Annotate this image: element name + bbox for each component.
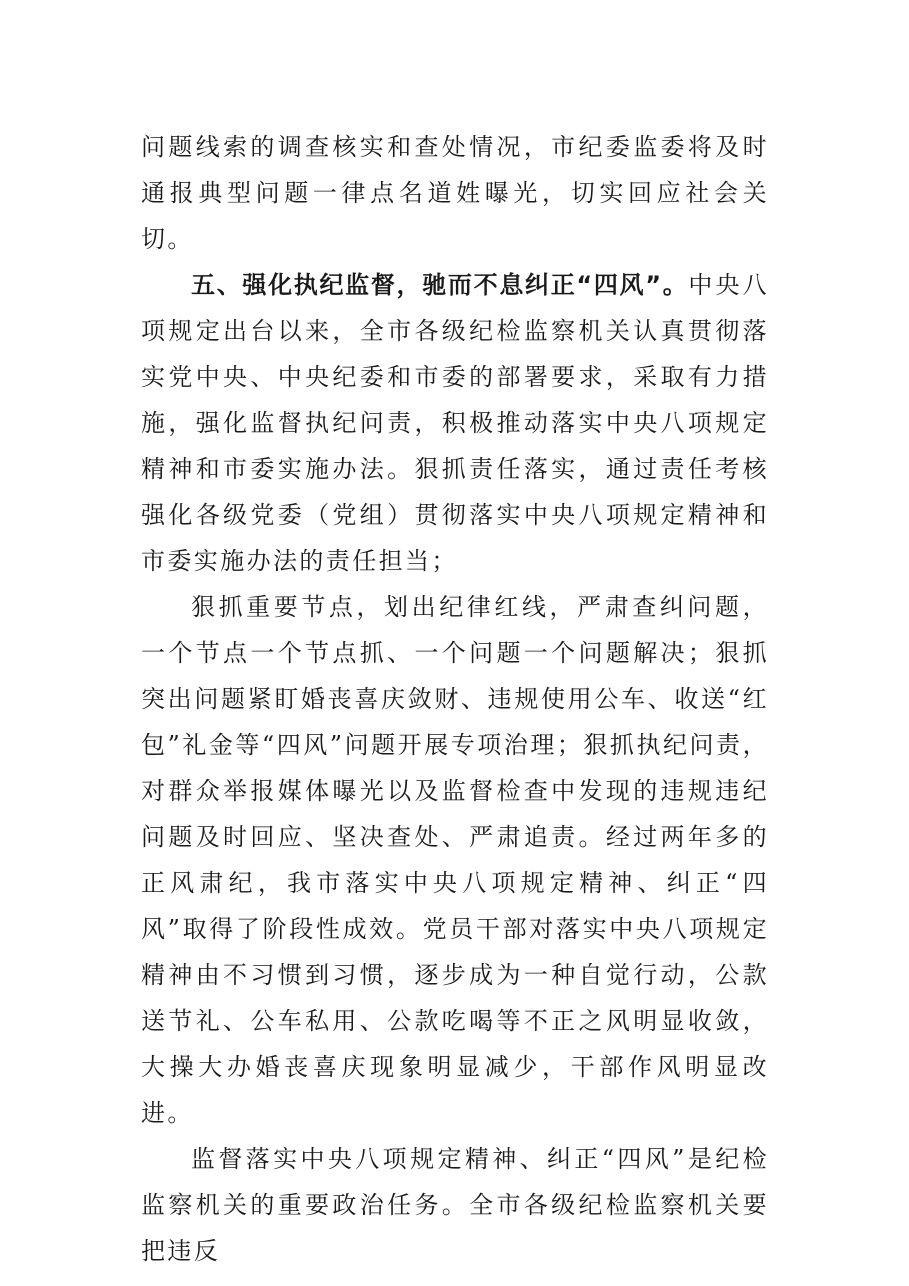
paragraph-2: [141, 262, 769, 584]
paragraph-text: 问题线索的调查核实和查处情况，市纪委监委将及时通报典型问题一律点名道姓曝光，切实回应社会关切。: [141, 133, 769, 253]
section-heading: 五、强化执纪监督，驰而不息纠正“四风”。: [191, 271, 689, 299]
paragraph-3: [141, 584, 769, 1136]
paragraph-text: 监督落实中央八项规定精神、纠正“四风”是纪检监察机关的重要政治任务。全市各级纪检监察机关要把违反: [141, 1145, 769, 1265]
paragraph-text: 狠抓重要节点，划出纪律红线，严肃查纠问题，一个节点一个节点抓、一个问题一个问题解决；狠抓突出问题紧盯婚丧喜庆敛财、违规使用公车、收送“红包”礼金等“四风”问题开展专项治理；狠抓执纪问责，对群众举报媒体曝光以及监督检查中发现的违规违纪问题及时回应、坚决查处、严肃追责。经过两年多的正风肃纪，我市落实中央八项规定精神、纠正“四风”取得了阶段性成效。党员干部对落实中央八项规定精神由不习惯到习惯，逐步成为一种自觉行动，公款送节礼、公车私用、公款吃喝等不正之风明显收敛，大操大办婚丧喜庆现象明显减少，干部作风明显改进。: [141, 593, 769, 1127]
paragraph-4: [141, 1136, 769, 1274]
paragraph-1: [141, 124, 769, 262]
document-body: [141, 124, 769, 1274]
paragraph-text: 中央八项规定出台以来，全市各级纪检监察机关认真贯彻落实党中央、中央纪委和市委的部署要求，采取有力措施，强化监督执纪问责，积极推动落实中央八项规定精神和市委实施办法。狠抓责任落实，通过责任考核强化各级党委（党组）贯彻落实中央八项规定精神和市委实施办法的责任担当；: [141, 271, 770, 575]
